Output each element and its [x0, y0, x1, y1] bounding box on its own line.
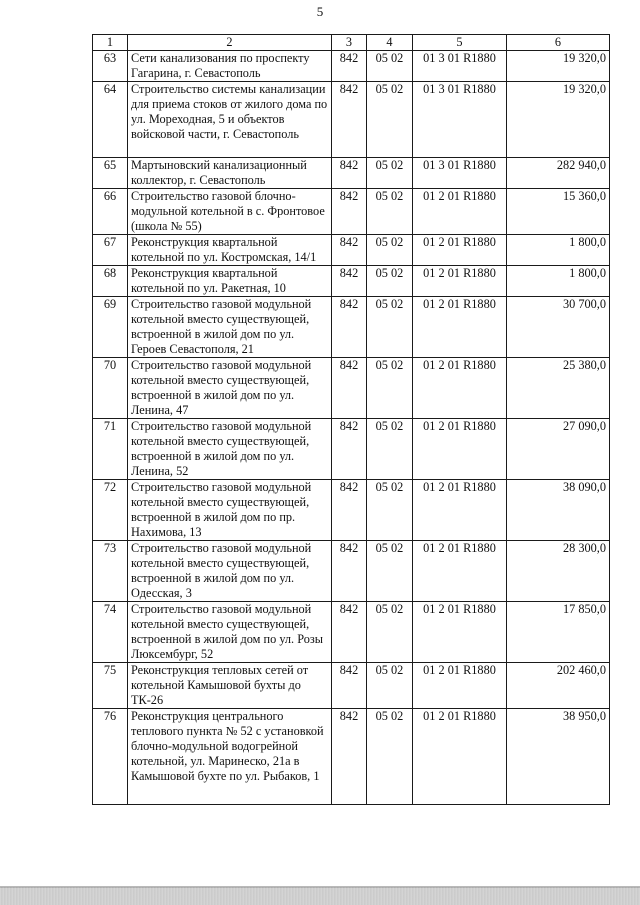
target-article-code: 01 2 01 R1880: [413, 709, 507, 805]
table-row: [93, 419, 610, 480]
object-name: Строительство газовой модульной котельной вместо существующей, встроенной в жилой дом по ул. Ленина, 52: [128, 419, 332, 480]
row-number: 64: [93, 82, 128, 158]
column-header: 6: [507, 35, 610, 51]
target-article-code: 01 2 01 R1880: [413, 189, 507, 235]
target-article-code: 01 3 01 R1880: [413, 158, 507, 189]
target-article-code: 01 2 01 R1880: [413, 419, 507, 480]
department-code: 842: [332, 358, 367, 419]
target-article-code: 01 2 01 R1880: [413, 358, 507, 419]
section-code: 05 02: [367, 189, 413, 235]
department-code: 842: [332, 297, 367, 358]
table-row: [93, 663, 610, 709]
target-article-code: 01 2 01 R1880: [413, 541, 507, 602]
column-header: 5: [413, 35, 507, 51]
scan-edge-strip: [0, 887, 640, 905]
target-article-code: 01 2 01 R1880: [413, 266, 507, 297]
amount: 17 850,0: [507, 602, 610, 663]
object-name: Реконструкция центрального теплового пункта № 52 с установкой блочно-модульной водогрейной котельной, ул. Маринеско, 21а в Камышовой бухте по ул. Рыбаков, 1: [128, 709, 332, 805]
table-row: [93, 189, 610, 235]
row-number: 69: [93, 297, 128, 358]
section-code: 05 02: [367, 82, 413, 158]
row-number: 70: [93, 358, 128, 419]
row-number: 66: [93, 189, 128, 235]
table-row: [93, 358, 610, 419]
target-article-code: 01 3 01 R1880: [413, 82, 507, 158]
section-code: 05 02: [367, 266, 413, 297]
table-row: [93, 297, 610, 358]
object-name: Мартыновский канализационный коллектор, г. Севастополь: [128, 158, 332, 189]
amount: 202 460,0: [507, 663, 610, 709]
department-code: 842: [332, 235, 367, 266]
column-header: 2: [128, 35, 332, 51]
amount: 282 940,0: [507, 158, 610, 189]
row-number: 68: [93, 266, 128, 297]
object-name: Строительство газовой модульной котельной вместо существующей, встроенной в жилой дом по пр. Нахимова, 13: [128, 480, 332, 541]
object-name: Реконструкция квартальной котельной по ул. Ракетная, 10: [128, 266, 332, 297]
row-number: 71: [93, 419, 128, 480]
row-number: 73: [93, 541, 128, 602]
page-number: 5: [316, 4, 324, 19]
amount: 1 800,0: [507, 266, 610, 297]
object-name: Реконструкция тепловых сетей от котельной Камышовой бухты до ТК-26: [128, 663, 332, 709]
table-row: [93, 51, 610, 82]
amount: 27 090,0: [507, 419, 610, 480]
object-name: Строительство газовой модульной котельной вместо существующей, встроенной в жилой дом по ул. Одесская, 3: [128, 541, 332, 602]
target-article-code: 01 3 01 R1880: [413, 51, 507, 82]
amount: 19 320,0: [507, 51, 610, 82]
amount: 15 360,0: [507, 189, 610, 235]
table-row: [93, 602, 610, 663]
amount: 1 800,0: [507, 235, 610, 266]
amount: 38 950,0: [507, 709, 610, 805]
section-code: 05 02: [367, 602, 413, 663]
department-code: 842: [332, 663, 367, 709]
department-code: 842: [332, 480, 367, 541]
section-code: 05 02: [367, 419, 413, 480]
department-code: 842: [332, 158, 367, 189]
row-number: 76: [93, 709, 128, 805]
section-code: 05 02: [367, 480, 413, 541]
section-code: 05 02: [367, 158, 413, 189]
department-code: 842: [332, 266, 367, 297]
object-name: Реконструкция квартальной котельной по ул. Костромская, 14/1: [128, 235, 332, 266]
table-row: [93, 158, 610, 189]
object-name: Строительство газовой модульной котельной вместо существующей, встроенной в жилой дом по ул. Ленина, 47: [128, 358, 332, 419]
table-row: [93, 266, 610, 297]
target-article-code: 01 2 01 R1880: [413, 480, 507, 541]
section-code: 05 02: [367, 709, 413, 805]
department-code: 842: [332, 82, 367, 158]
department-code: 842: [332, 189, 367, 235]
section-code: 05 02: [367, 541, 413, 602]
budget-table: [92, 34, 610, 805]
department-code: 842: [332, 419, 367, 480]
object-name: Строительство газовой блочно-модульной котельной в с. Фронтовое (школа № 55): [128, 189, 332, 235]
table-header-row: [93, 35, 610, 51]
row-number: 72: [93, 480, 128, 541]
table-row: [93, 235, 610, 266]
section-code: 05 02: [367, 358, 413, 419]
department-code: 842: [332, 709, 367, 805]
target-article-code: 01 2 01 R1880: [413, 235, 507, 266]
object-name: Сети канализования по проспекту Гагарина, г. Севастополь: [128, 51, 332, 82]
amount: 30 700,0: [507, 297, 610, 358]
row-number: 63: [93, 51, 128, 82]
amount: 25 380,0: [507, 358, 610, 419]
column-header: 1: [93, 35, 128, 51]
department-code: 842: [332, 602, 367, 663]
object-name: Строительство газовой модульной котельной вместо существующей, встроенной в жилой дом по ул. Героев Севастополя, 21: [128, 297, 332, 358]
section-code: 05 02: [367, 297, 413, 358]
amount: 28 300,0: [507, 541, 610, 602]
row-number: 67: [93, 235, 128, 266]
column-header: 3: [332, 35, 367, 51]
amount: 19 320,0: [507, 82, 610, 158]
table-row: [93, 709, 610, 805]
section-code: 05 02: [367, 51, 413, 82]
column-header: 4: [367, 35, 413, 51]
department-code: 842: [332, 51, 367, 82]
amount: 38 090,0: [507, 480, 610, 541]
row-number: 74: [93, 602, 128, 663]
table-row: [93, 541, 610, 602]
department-code: 842: [332, 541, 367, 602]
table-row: [93, 82, 610, 158]
object-name: Строительство газовой модульной котельной вместо существующей, встроенной в жилой дом по ул. Розы Люксембург, 52: [128, 602, 332, 663]
row-number: 75: [93, 663, 128, 709]
target-article-code: 01 2 01 R1880: [413, 663, 507, 709]
target-article-code: 01 2 01 R1880: [413, 602, 507, 663]
section-code: 05 02: [367, 235, 413, 266]
row-number: 65: [93, 158, 128, 189]
section-code: 05 02: [367, 663, 413, 709]
target-article-code: 01 2 01 R1880: [413, 297, 507, 358]
table-row: [93, 480, 610, 541]
object-name: Строительство системы канализации для приема стоков от жилого дома по ул. Мореходная, 5 и объектов войсковой части, г. Севастополь: [128, 82, 332, 158]
